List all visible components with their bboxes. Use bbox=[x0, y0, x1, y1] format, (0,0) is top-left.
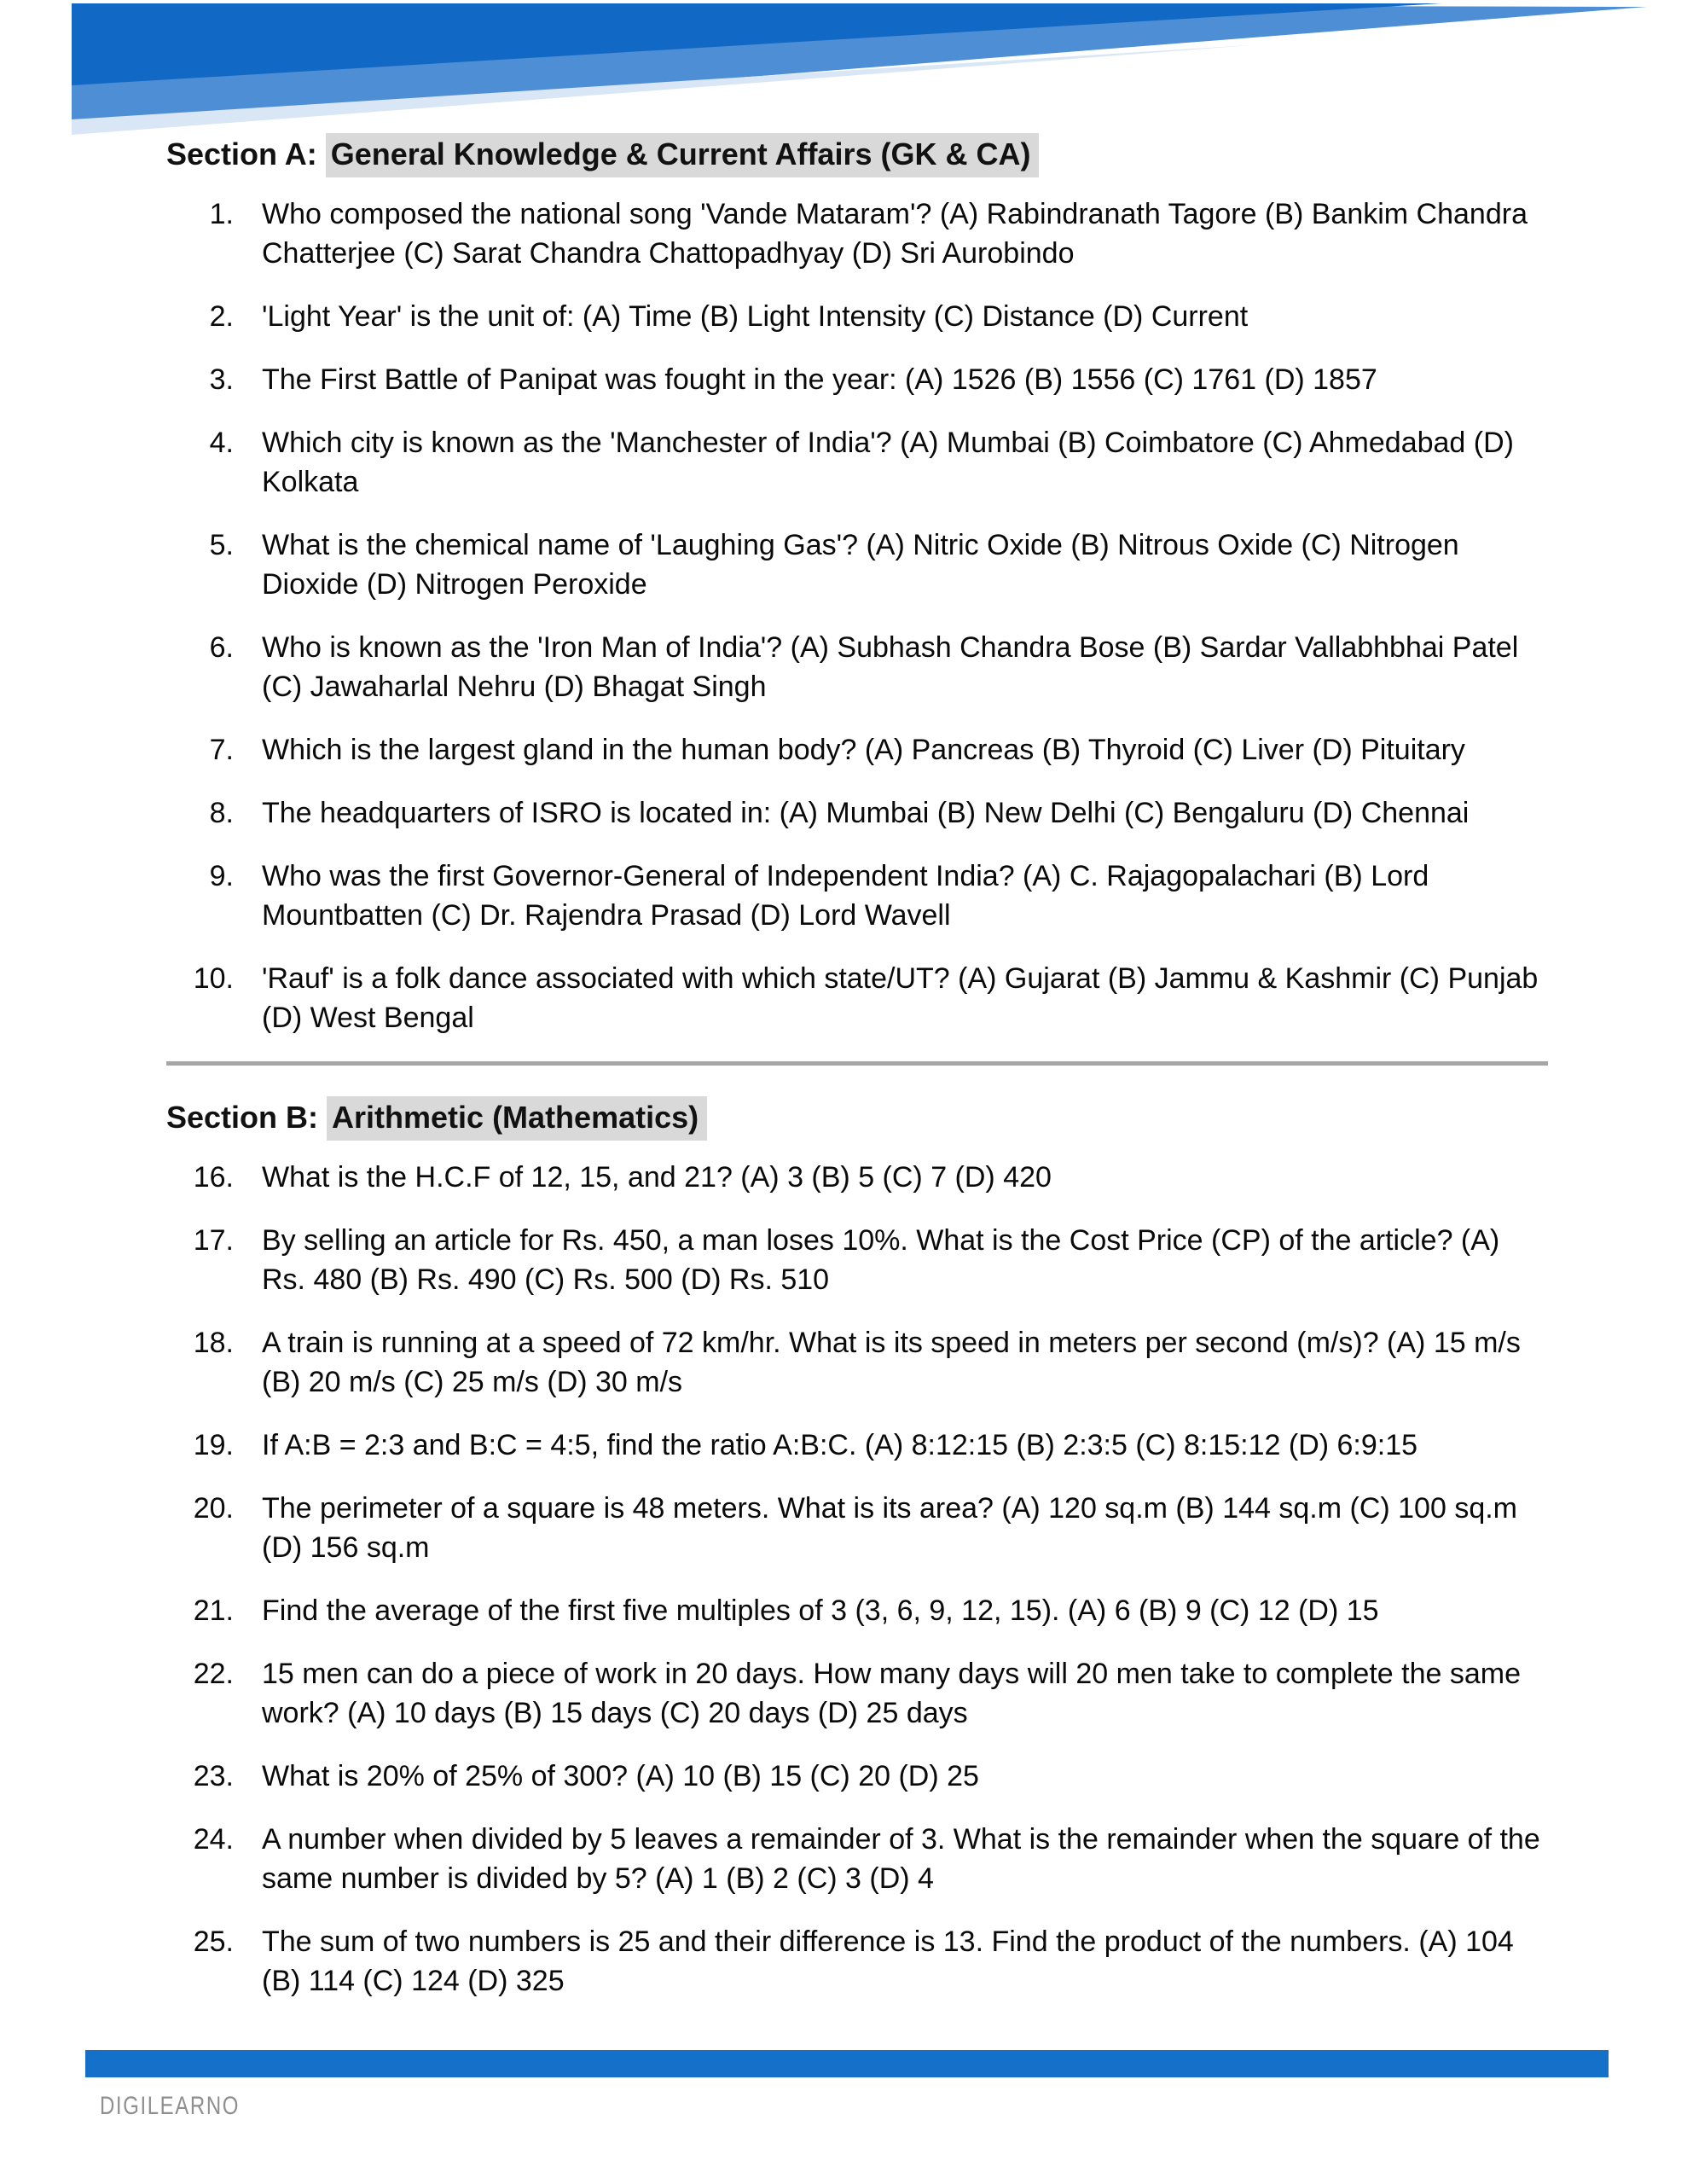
section-b-heading bbox=[166, 1098, 1548, 1137]
question-text: What is the H.C.F of 12, 15, and 21? (A) 3 (B) 5 (C) 7 (D) 420 bbox=[262, 1161, 1052, 1194]
question-item bbox=[166, 297, 1548, 336]
question-number: 8. bbox=[209, 797, 234, 829]
question-text: If A:B = 2:3 and B:C = 4:5, find the ratio A:B:C. (A) 8:12:15 (B) 2:3:5 (C) 8:15:12 (D) 6:9:15 bbox=[262, 1429, 1418, 1461]
question-item bbox=[166, 1489, 1548, 1567]
section-b-question-list bbox=[166, 1158, 1548, 2001]
section-b-label: Section B: bbox=[166, 1100, 319, 1135]
question-text: 'Light Year' is the unit of: (A) Time (B) Light Intensity (C) Distance (D) Current bbox=[262, 300, 1249, 333]
section-a-label: Section A: bbox=[166, 136, 317, 171]
question-item bbox=[166, 1820, 1548, 1898]
header-banner-graphic bbox=[0, 0, 1687, 145]
question-text: Which is the largest gland in the human body? (A) Pancreas (B) Thyroid (C) Liver (D) Pituitary bbox=[262, 734, 1465, 766]
section-a-title-highlight: General Knowledge & Current Affairs (GK & CA) bbox=[326, 133, 1040, 177]
section-a-heading bbox=[166, 135, 1548, 174]
question-text: What is 20% of 25% of 300? (A) 10 (B) 15 (C) 20 (D) 25 bbox=[262, 1760, 979, 1792]
question-text: A number when divided by 5 leaves a remainder of 3. What is the remainder when the square of the same number is divided by 5? (A) 1 (B) 2 (C) 3 (D) 4 bbox=[262, 1823, 1540, 1895]
question-number: 25. bbox=[193, 1926, 234, 1958]
question-item bbox=[166, 1158, 1548, 1197]
question-number: 22. bbox=[193, 1658, 234, 1690]
question-number: 21. bbox=[193, 1594, 234, 1627]
question-number: 19. bbox=[193, 1429, 234, 1461]
question-text: Which city is known as the 'Manchester of India'? (A) Mumbai (B) Coimbatore (C) Ahmedabad (D) Kolkata bbox=[262, 427, 1514, 498]
question-number: 18. bbox=[193, 1327, 234, 1359]
question-item bbox=[166, 360, 1548, 399]
question-item bbox=[166, 730, 1548, 770]
question-item bbox=[166, 959, 1548, 1037]
question-text: The perimeter of a square is 48 meters. What is its area? (A) 120 sq.m (B) 144 sq.m (C) 100 sq.m (D) 156 sq.m bbox=[262, 1492, 1517, 1564]
question-number: 16. bbox=[193, 1161, 234, 1194]
question-number: 5. bbox=[209, 529, 234, 561]
question-text: Who is known as the 'Iron Man of India'? (A) Subhash Chandra Bose (B) Sardar Vallabhbhai Patel (C) Jawaharlal Nehru (D) Bhagat Singh bbox=[262, 631, 1519, 703]
question-number: 4. bbox=[209, 427, 234, 459]
question-text: The headquarters of ISRO is located in: (A) Mumbai (B) New Delhi (C) Bengaluru (D) Chennai bbox=[262, 797, 1470, 829]
question-item bbox=[166, 1591, 1548, 1630]
question-item bbox=[166, 1757, 1548, 1796]
question-text: What is the chemical name of 'Laughing Gas'? (A) Nitric Oxide (B) Nitrous Oxide (C) Nitrogen Dioxide (D) Nitrogen Peroxide bbox=[262, 529, 1459, 601]
question-item bbox=[166, 1323, 1548, 1402]
question-text: Find the average of the first five multiples of 3 (3, 6, 9, 12, 15). (A) 6 (B) 9 (C) 12 (D) 15 bbox=[262, 1594, 1379, 1627]
question-item bbox=[166, 1426, 1548, 1465]
question-number: 24. bbox=[193, 1823, 234, 1856]
question-item bbox=[166, 628, 1548, 706]
question-number: 1. bbox=[209, 198, 234, 230]
question-text: 15 men can do a piece of work in 20 days. How many days will 20 men take to complete the same work? (A) 10 days (B) 15 days (C) 20 days (D) 25 days bbox=[262, 1658, 1521, 1729]
question-number: 3. bbox=[209, 363, 234, 396]
question-text: Who composed the national song 'Vande Mataram'? (A) Rabindranath Tagore (B) Bankim Chandra Chatterjee (C) Sarat Chandra Chattopadhyay (D) Sri Aurobindo bbox=[262, 198, 1528, 270]
question-number: 7. bbox=[209, 734, 234, 766]
question-number: 9. bbox=[209, 860, 234, 892]
question-number: 10. bbox=[193, 962, 234, 995]
section-a-question-list bbox=[166, 195, 1548, 1037]
footer-brand: DIGILEARNO bbox=[100, 2092, 241, 2120]
question-number: 6. bbox=[209, 631, 234, 664]
question-number: 2. bbox=[209, 300, 234, 333]
question-item bbox=[166, 423, 1548, 502]
section-b-title-highlight: Arithmetic (Mathematics) bbox=[327, 1096, 707, 1141]
footer-bar bbox=[85, 2050, 1609, 2077]
question-item bbox=[166, 1654, 1548, 1733]
question-text: By selling an article for Rs. 450, a man loses 10%. What is the Cost Price (CP) of the article? (A) Rs. 480 (B) Rs. 490 (C) Rs. 500 (D) Rs. 510 bbox=[262, 1224, 1500, 1296]
question-item bbox=[166, 1922, 1548, 2001]
question-number: 17. bbox=[193, 1224, 234, 1257]
question-item bbox=[166, 857, 1548, 935]
question-text: The sum of two numbers is 25 and their difference is 13. Find the product of the numbers. (A) 104 (B) 114 (C) 124 (D) 325 bbox=[262, 1926, 1514, 1997]
question-item bbox=[166, 1221, 1548, 1299]
question-number: 20. bbox=[193, 1492, 234, 1525]
document-body bbox=[166, 135, 1548, 2024]
question-text: 'Rauf' is a folk dance associated with which state/UT? (A) Gujarat (B) Jammu & Kashmir (C) Punjab (D) West Bengal bbox=[262, 962, 1539, 1034]
question-item bbox=[166, 526, 1548, 604]
question-text: A train is running at a speed of 72 km/hr. What is its speed in meters per second (m/s)? (A) 15 m/s (B) 20 m/s (C) 25 m/s (D) 30 m/s bbox=[262, 1327, 1521, 1398]
question-item bbox=[166, 793, 1548, 833]
question-item bbox=[166, 195, 1548, 273]
question-text: Who was the first Governor-General of Independent India? (A) C. Rajagopalachari (B) Lord Mountbatten (C) Dr. Rajendra Prasad (D) Lord Wavell bbox=[262, 860, 1429, 932]
section-divider bbox=[166, 1061, 1548, 1066]
question-text: The First Battle of Panipat was fought in the year: (A) 1526 (B) 1556 (C) 1761 (D) 1857 bbox=[262, 363, 1377, 396]
question-number: 23. bbox=[193, 1760, 234, 1792]
